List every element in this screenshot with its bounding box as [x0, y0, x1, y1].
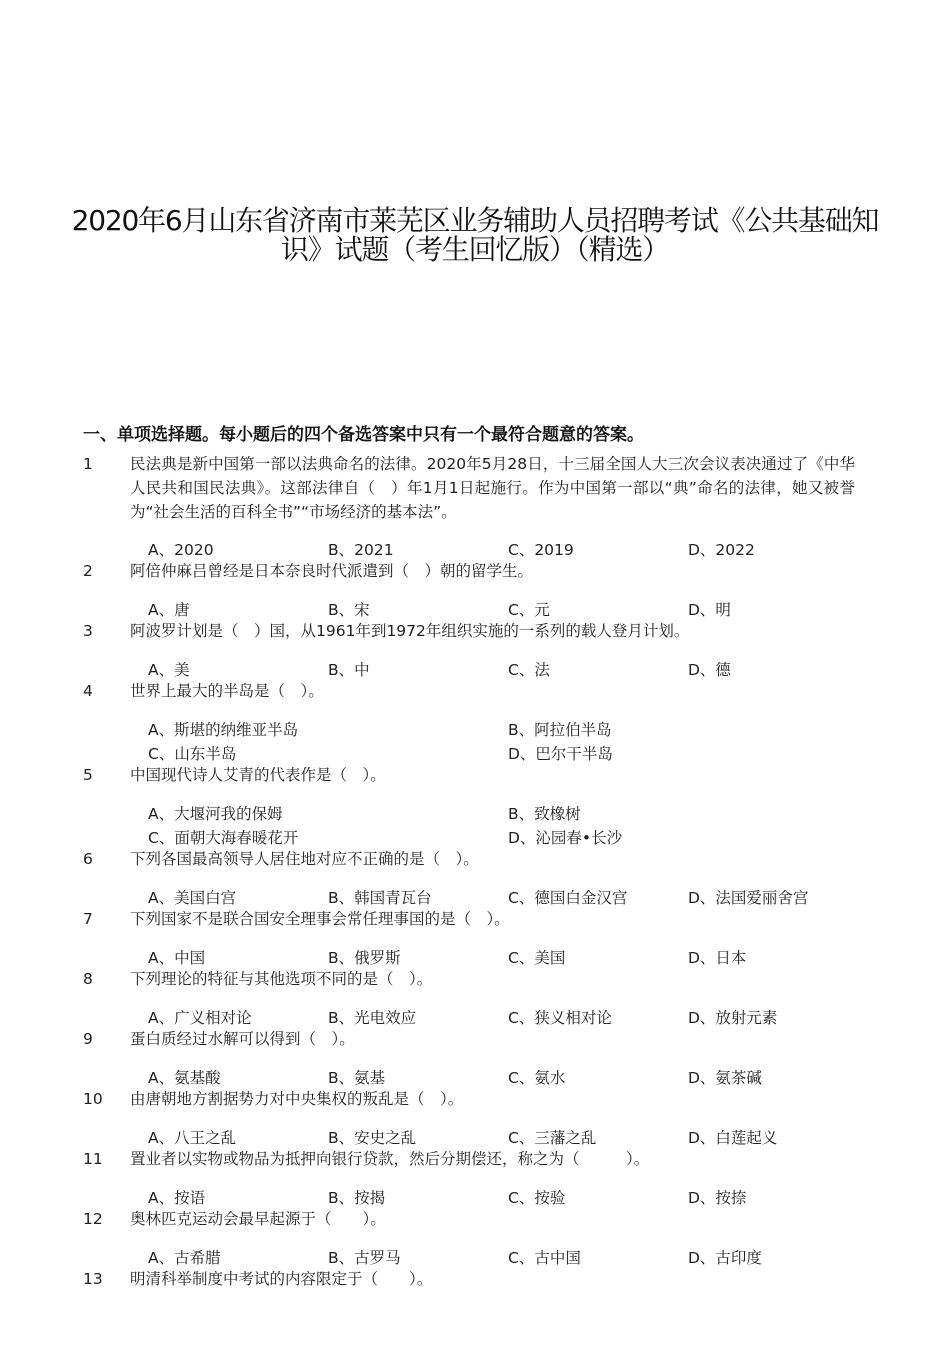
option-b: B、古罗马 [328, 1249, 401, 1267]
question-stem: 由唐朝地方割据势力对中央集权的叛乱是（ ）。 [130, 1090, 464, 1108]
option-d: D、按捺 [688, 1189, 747, 1207]
option-d: D、沁园春•长沙 [508, 829, 623, 847]
question-stem: 世界上最大的半岛是（ ）。 [130, 682, 324, 700]
option-a: A、美国白宫 [148, 889, 237, 907]
question-stem: 民法典是新中国第一部以法典命名的法律。2020年5月28日，十三届全国人大三次会议表决通过了《中华人民共和国民法典》。这部法律自（ ）年1月1日起施行。作为中国第一部以“典”命名的法律，她又被誉为“社会生活的百科全书”“市场经济的基本法”。 [130, 455, 855, 521]
question-stem: 下列国家不是联合国安全理事会常任理事国的是（ ）。 [130, 910, 510, 928]
question-number: 7 [83, 910, 93, 928]
option-a: A、美 [148, 661, 190, 679]
question-number: 10 [83, 1090, 103, 1108]
option-a: A、唐 [148, 601, 190, 619]
option-d: D、氨茶碱 [688, 1069, 762, 1087]
option-c: C、氨水 [508, 1069, 566, 1087]
option-c: C、狭义相对论 [508, 1009, 612, 1027]
option-b: B、氨基 [328, 1069, 386, 1087]
option-b: B、阿拉伯半岛 [508, 721, 612, 739]
option-c: C、按验 [508, 1189, 566, 1207]
option-d: D、明 [688, 601, 731, 619]
question-number: 5 [83, 766, 93, 784]
question-stem: 蛋白质经过水解可以得到（ ）。 [130, 1030, 355, 1048]
option-d: D、德 [688, 661, 731, 679]
question-number: 6 [83, 850, 93, 868]
question-number: 12 [83, 1210, 103, 1228]
question-number: 8 [83, 970, 93, 988]
option-b: B、宋 [328, 601, 370, 619]
option-b: B、致橡树 [508, 805, 581, 823]
question-number: 1 [83, 455, 93, 473]
option-c: C、2019 [508, 541, 574, 559]
option-a: A、斯堪的纳维亚半岛 [148, 721, 299, 739]
option-d: D、日本 [688, 949, 747, 967]
option-b: B、安史之乱 [328, 1129, 417, 1147]
question-stem: 明清科举制度中考试的内容限定于（ ）。 [130, 1270, 433, 1288]
option-d: D、放射元素 [688, 1009, 778, 1027]
option-a: A、大堰河我的保姆 [148, 805, 283, 823]
option-c: C、德国白金汉宫 [508, 889, 628, 907]
question-stem: 下列各国最高领导人居住地对应不正确的是（ ）。 [130, 850, 479, 868]
question-stem: 奥林匹克运动会最早起源于（ ）。 [130, 1210, 386, 1228]
option-c: C、面朝大海春暖花开 [148, 829, 299, 847]
question-stem: 置业者以实物或物品为抵押向银行贷款，然后分期偿还，称之为（ ）。 [130, 1150, 650, 1168]
document-title: 2020年6月山东省济南市莱芜区业务辅助人员招聘考试《公共基础知识》试题（考生回忆版）（精选） [71, 204, 879, 266]
option-d: D、古印度 [688, 1249, 762, 1267]
option-a: A、八王之乱 [148, 1129, 237, 1147]
question-stem: 阿倍仲麻吕曾经是日本奈良时代派遣到（ ）朝的留学生。 [130, 562, 534, 580]
question-stem: 中国现代诗人艾青的代表作是（ ）。 [130, 766, 386, 784]
option-b: B、俄罗斯 [328, 949, 401, 967]
question-number: 2 [83, 562, 93, 580]
question-stem: 下列理论的特征与其他选项不同的是（ ）。 [130, 970, 433, 988]
question-number: 11 [83, 1150, 103, 1168]
option-b: B、按揭 [328, 1189, 386, 1207]
option-d: D、2022 [688, 541, 755, 559]
question-number: 13 [83, 1270, 103, 1288]
option-c: C、元 [508, 601, 550, 619]
option-c: C、三藩之乱 [508, 1129, 597, 1147]
option-d: D、白莲起义 [688, 1129, 778, 1147]
option-b: B、韩国青瓦台 [328, 889, 432, 907]
option-b: B、中 [328, 661, 370, 679]
question-stem: 阿波罗计划是（ ）国，从1961年到1972年组织实施的一系列的载人登月计划。 [130, 622, 690, 640]
option-a: A、中国 [148, 949, 206, 967]
option-a: A、古希腊 [148, 1249, 221, 1267]
option-d: D、巴尔干半岛 [508, 745, 613, 763]
option-c: C、山东半岛 [148, 745, 237, 763]
option-a: A、氨基酸 [148, 1069, 221, 1087]
option-a: A、广义相对论 [148, 1009, 252, 1027]
option-a: A、按语 [148, 1189, 206, 1207]
question-number: 9 [83, 1030, 93, 1048]
question-number: 3 [83, 622, 93, 640]
option-b: B、2021 [328, 541, 394, 559]
option-c: C、古中国 [508, 1249, 581, 1267]
option-a: A、2020 [148, 541, 214, 559]
option-d: D、法国爱丽舍宫 [688, 889, 809, 907]
option-b: B、光电效应 [328, 1009, 417, 1027]
option-c: C、法 [508, 661, 550, 679]
section-heading: 一、单项选择题。每小题后的四个备选答案中只有一个最符合题意的答案。 [83, 425, 644, 445]
option-c: C、美国 [508, 949, 566, 967]
question-number: 4 [83, 682, 93, 700]
